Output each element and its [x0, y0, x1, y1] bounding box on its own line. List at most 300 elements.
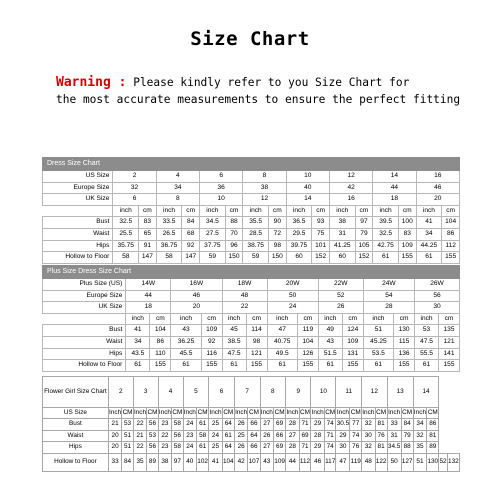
unit-inch: inch	[113, 205, 139, 217]
size-cell: 8	[156, 194, 199, 206]
measurement-label: Bust	[43, 217, 113, 229]
measurement-cell: 147	[182, 252, 200, 264]
measurement-cell: 59	[243, 252, 269, 264]
girl-measurement-cell: 86	[427, 419, 439, 430]
measurement-cell: 40.75	[267, 336, 297, 348]
measurement-cell: 51	[363, 325, 393, 337]
measurement-cell: 116	[201, 348, 222, 360]
size-cell: 10	[286, 171, 329, 183]
unit-cm: cm	[398, 205, 416, 217]
girl-measurement-cell: 34.5	[387, 442, 401, 453]
plus-size-chart	[42, 265, 460, 372]
girl-measurement-cell: 27	[260, 419, 274, 430]
measurement-cell: 39.75	[286, 240, 312, 252]
measurement-cell: 150	[225, 252, 243, 264]
measurement-cell: 34	[126, 336, 150, 348]
measurement-cell: 136	[394, 348, 415, 360]
size-cell: 32	[113, 182, 156, 194]
measurement-cell: 109	[201, 325, 222, 337]
girl-measurement-cell: 69	[274, 419, 286, 430]
size-cell: 52	[318, 290, 363, 302]
girl-measurement-cell: 29	[336, 430, 350, 441]
unit-cm: cm	[150, 313, 171, 325]
girl-measurement-cell: 47	[336, 453, 350, 471]
girl-measurement-cell: 24	[183, 419, 197, 430]
measurement-label: Hollow to Floor	[43, 360, 126, 372]
measurement-cell: 31	[329, 228, 355, 240]
unit-inch: Inch	[413, 408, 427, 419]
unit-inch: Inch	[336, 408, 350, 419]
girl-measurement-cell: 22	[133, 442, 147, 453]
girl-measurement-cell: 130	[427, 453, 439, 471]
unit-cm: CM	[350, 408, 362, 419]
unit-cm: CM	[274, 408, 286, 419]
measurement-cell: 38.75	[243, 240, 269, 252]
measurement-cell: 58	[156, 252, 182, 264]
girl-measurement-cell: 89	[427, 442, 439, 453]
girl-measurement-cell: 122	[375, 453, 387, 471]
size-row-us	[43, 279, 460, 291]
girl-measurement-cell: 66	[274, 430, 286, 441]
girl-measurement-cell: 27	[260, 442, 274, 453]
girl-measurement-cell: 22	[158, 430, 172, 441]
measurement-label: Waist	[43, 336, 126, 348]
size-cell: 54	[363, 290, 414, 302]
girl-measurement-cell: 56	[172, 430, 183, 441]
girl-measurement-cell: 112	[299, 453, 311, 471]
unit-cm: cm	[355, 205, 373, 217]
size-cell: 6	[200, 171, 243, 183]
unit-inch: inch	[286, 205, 312, 217]
unit-cm: cm	[246, 313, 267, 325]
measurement-cell: 26.5	[156, 228, 182, 240]
measurement-cell: 39.5	[373, 217, 399, 229]
unit-inch: inch	[329, 205, 355, 217]
unit-cm: cm	[312, 205, 330, 217]
unit-row	[43, 205, 460, 217]
girl-measurement-cell: 104	[222, 453, 234, 471]
measurement-cell: 28.5	[243, 228, 269, 240]
measurement-cell: 105	[355, 240, 373, 252]
measurement-cell: 45.5	[171, 348, 201, 360]
size-row-label: Europe Size	[43, 290, 126, 302]
measurement-cell: 45.25	[363, 336, 393, 348]
girl-measurement-cell: 35	[413, 442, 427, 453]
girl-measurement-cell: 52	[439, 453, 447, 471]
girl-measurement-cell: 40	[183, 453, 197, 471]
size-row-label: Plus Size (US)	[43, 279, 126, 291]
measurement-cell: 83	[139, 217, 157, 229]
girl-measurement-row	[43, 442, 460, 453]
girl-measurement-cell: 23	[158, 419, 172, 430]
measurement-cell: 84	[182, 217, 200, 229]
measurement-cell: 121	[439, 336, 460, 348]
size-cell: 38	[243, 182, 286, 194]
measurement-cell: 75	[312, 228, 330, 240]
girl-measurement-cell: 77	[350, 419, 362, 430]
size-row-europe	[43, 182, 460, 194]
measurement-cell: 155	[342, 360, 363, 372]
measurement-cell: 61	[373, 252, 399, 264]
girl-measurement-cell: 29	[311, 419, 325, 430]
dress-size-chart	[42, 157, 460, 264]
unit-inch: Inch	[311, 408, 325, 419]
unit-cm: cm	[297, 313, 318, 325]
girl-measurement-cell: 33	[387, 419, 401, 430]
unit-inch: Inch	[183, 408, 197, 419]
measurement-cell: 83	[398, 228, 416, 240]
size-row-label: UK Size	[43, 194, 113, 206]
girl-measurement-row	[43, 419, 460, 430]
girl-measurement-cell: 25	[234, 430, 248, 441]
girl-measurement-cell: 84	[122, 453, 133, 471]
girl-measurement-cell: 89	[147, 453, 158, 471]
size-cell: 40	[286, 182, 329, 194]
girl-measurement-cell: 30	[362, 430, 376, 441]
size-row-uk	[43, 194, 460, 206]
girl-measurement-cell: 26	[234, 419, 248, 430]
girl-measurement-cell: 41	[209, 453, 223, 471]
measurement-row	[43, 240, 460, 252]
unit-cm: CM	[122, 408, 133, 419]
measurement-cell: 90	[269, 217, 287, 229]
measurement-cell: 150	[269, 252, 287, 264]
measurement-cell: 121	[246, 348, 267, 360]
girl-measurement-cell: 25	[209, 419, 223, 430]
size-cell: 28	[363, 302, 414, 314]
girl-measurement-cell: 58	[197, 430, 209, 441]
measurement-cell: 47.5	[415, 336, 439, 348]
size-cell: 6	[113, 194, 156, 206]
measurement-cell: 43.5	[126, 348, 150, 360]
flower-girl-size-chart	[42, 376, 460, 472]
girl-measurement-cell: 30.5	[336, 419, 350, 430]
girl-measurement-cell: 50	[387, 453, 401, 471]
measurement-cell: 114	[246, 325, 267, 337]
size-cell: 16	[416, 171, 459, 183]
girl-measurement-cell: 38	[158, 453, 172, 471]
measurement-cell: 104	[297, 336, 318, 348]
measurement-row	[43, 348, 460, 360]
measurement-cell: 152	[355, 252, 373, 264]
measurement-cell: 58	[113, 252, 139, 264]
unit-inch: Inch	[158, 408, 172, 419]
measurement-cell: 135	[439, 325, 460, 337]
measurement-cell: 32.5	[373, 228, 399, 240]
girl-measurement-label: Hollow to Floor	[43, 453, 109, 471]
measurement-cell: 104	[150, 325, 171, 337]
girl-measurement-cell: 71	[299, 442, 311, 453]
measurement-cell: 34	[416, 228, 442, 240]
measurement-cell: 37.75	[200, 240, 226, 252]
measurement-cell: 155	[394, 360, 415, 372]
measurement-cell: 115	[394, 336, 415, 348]
measurement-cell: 61	[267, 360, 297, 372]
unit-row	[43, 313, 460, 325]
page-title: Size Chart	[190, 28, 310, 50]
girl-measurement-cell: 53	[147, 430, 158, 441]
unit-inch: inch	[243, 205, 269, 217]
measurement-cell: 55.5	[415, 348, 439, 360]
chart-header-row	[43, 266, 460, 279]
measurement-cell: 79	[355, 228, 373, 240]
unit-row-spacer	[43, 205, 113, 217]
size-cell: 24W	[363, 279, 414, 291]
measurement-cell: 41.25	[329, 240, 355, 252]
girl-measurement-cell: 44	[286, 453, 300, 471]
girl-measurement-cell: 23	[183, 430, 197, 441]
warning-notice	[56, 74, 486, 108]
girl-measurement-cell: 53	[122, 419, 133, 430]
size-cell: 18	[126, 302, 171, 314]
measurement-cell: 110	[150, 348, 171, 360]
size-cell: 14W	[126, 279, 171, 291]
girl-measurement-cell: 32	[413, 430, 427, 441]
girl-measurement-label: Bust	[43, 419, 109, 430]
girl-measurement-cell: 34	[413, 419, 427, 430]
girl-measurement-cell: 32	[362, 442, 376, 453]
size-cell: 14	[286, 194, 329, 206]
unit-cm: cm	[394, 313, 415, 325]
measurement-cell: 34.5	[200, 217, 226, 229]
unit-cm: CM	[197, 408, 209, 419]
measurement-cell: 38	[329, 217, 355, 229]
measurement-cell: 91	[139, 240, 157, 252]
size-cell: 46	[416, 182, 459, 194]
girl-measurement-cell: 132	[447, 453, 459, 471]
girl-measurement-cell: 64	[248, 430, 260, 441]
size-cell: 20	[171, 302, 222, 314]
measurement-cell: 59	[200, 252, 226, 264]
size-cell: 20	[416, 194, 459, 206]
unit-inch: inch	[171, 313, 201, 325]
unit-cm: cm	[439, 313, 460, 325]
girl-measurement-cell: 107	[248, 453, 260, 471]
measurement-cell: 155	[439, 360, 460, 372]
unit-cm: cm	[201, 313, 222, 325]
measurement-cell: 51.5	[318, 348, 342, 360]
measurement-cell: 65	[139, 228, 157, 240]
girl-measurement-cell: 43	[260, 453, 274, 471]
girl-measurement-cell: 20	[108, 442, 122, 453]
measurement-cell: 47.5	[222, 348, 246, 360]
girl-measurement-cell: 51	[413, 453, 427, 471]
girl-measurement-cell: 23	[158, 442, 172, 453]
measurement-cell: 61	[171, 360, 201, 372]
girl-measurement-cell: 33	[108, 453, 122, 471]
girl-measurement-cell: 117	[324, 453, 336, 471]
girl-measurement-cell: 102	[197, 453, 209, 471]
unit-inch: Inch	[260, 408, 274, 419]
unit-cm: cm	[182, 205, 200, 217]
unit-cm: cm	[342, 313, 363, 325]
chart-header: Plus Size Dress Size Chart	[43, 266, 460, 279]
size-row-us	[43, 171, 460, 183]
girl-measurement-cell: 51	[122, 430, 133, 441]
unit-inch: Inch	[286, 408, 300, 419]
girl-measurement-cell: 29	[311, 442, 325, 453]
girl-measurement-cell: 61	[197, 442, 209, 453]
unit-inch: inch	[267, 313, 297, 325]
girl-measurement-cell: 71	[299, 419, 311, 430]
unit-inch: Inch	[387, 408, 401, 419]
measurement-label: Hips	[43, 240, 113, 252]
unit-cm: CM	[222, 408, 234, 419]
measurement-cell: 25.5	[113, 228, 139, 240]
unit-inch: Inch	[362, 408, 376, 419]
girl-measurement-cell: 81	[427, 430, 439, 441]
measurement-row	[43, 325, 460, 337]
measurement-cell: 47	[267, 325, 297, 337]
measurement-cell: 147	[139, 252, 157, 264]
girl-size-cell: 13	[387, 377, 413, 408]
measurement-cell: 53	[415, 325, 439, 337]
unit-inch: inch	[373, 205, 399, 217]
chart-header: Dress Size Chart	[43, 158, 460, 171]
unit-inch: inch	[222, 313, 246, 325]
unit-inch: Inch	[209, 408, 223, 419]
measurement-cell: 109	[342, 336, 363, 348]
girl-size-cell: 6	[209, 377, 235, 408]
unit-cm: CM	[299, 408, 311, 419]
unit-inch: inch	[156, 205, 182, 217]
size-cell: 18W	[222, 279, 267, 291]
unit-inch: inch	[415, 313, 439, 325]
girl-measurement-cell: 109	[274, 453, 286, 471]
size-row-uk	[43, 302, 460, 314]
girl-measurement-cell: 97	[172, 453, 183, 471]
girl-measurement-cell: 66	[248, 442, 260, 453]
unit-cm: CM	[427, 408, 439, 419]
measurement-cell: 72	[269, 228, 287, 240]
measurement-cell: 60	[329, 252, 355, 264]
size-row-label: UK Size	[43, 302, 126, 314]
girl-measurement-cell: 58	[172, 442, 183, 453]
girl-measurement-cell: 42	[234, 453, 248, 471]
measurement-cell: 49.5	[267, 348, 297, 360]
measurement-cell: 155	[297, 360, 318, 372]
size-cell: 42	[329, 182, 372, 194]
girl-size-cell: 4	[158, 377, 183, 408]
measurement-cell: 35.5	[243, 217, 269, 229]
measurement-cell: 60	[286, 252, 312, 264]
measurement-cell: 101	[312, 240, 330, 252]
measurement-cell: 43	[171, 325, 201, 337]
measurement-cell: 49	[318, 325, 342, 337]
girl-measurement-cell: 51	[122, 442, 133, 453]
size-row-europe	[43, 290, 460, 302]
size-cell: 16W	[171, 279, 222, 291]
girl-size-row	[43, 377, 460, 408]
measurement-cell: 96	[225, 240, 243, 252]
measurement-cell: 126	[297, 348, 318, 360]
girl-measurement-cell: 61	[222, 430, 234, 441]
unit-cm: cm	[442, 205, 460, 217]
measurement-cell: 152	[312, 252, 330, 264]
measurement-cell: 41	[126, 325, 150, 337]
girl-measurement-cell: 48	[362, 453, 376, 471]
warning-text-1: Please kindly refer to you Size Chart for	[133, 76, 410, 89]
unit-inch: inch	[416, 205, 442, 217]
measurement-cell: 61	[416, 252, 442, 264]
unit-inch: Inch	[108, 408, 122, 419]
girl-measurement-cell: 32	[362, 419, 376, 430]
measurement-cell: 36.75	[156, 240, 182, 252]
girl-measurement-row	[43, 430, 460, 441]
measurement-cell: 141	[439, 348, 460, 360]
girl-measurement-cell: 81	[375, 442, 387, 453]
measurement-cell: 41	[416, 217, 442, 229]
size-cell: 56	[415, 290, 460, 302]
measurement-label: Hollow to Floor	[43, 252, 113, 264]
size-cell: 44	[373, 182, 416, 194]
measurement-cell: 35.75	[113, 240, 139, 252]
girl-measurement-cell: 119	[350, 453, 362, 471]
measurement-cell: 32.5	[113, 217, 139, 229]
unit-cm: CM	[324, 408, 336, 419]
unit-cm: cm	[225, 205, 243, 217]
size-cell: 22W	[318, 279, 363, 291]
size-cell: 16	[329, 194, 372, 206]
unit-cm: CM	[375, 408, 387, 419]
size-cell: 14	[373, 171, 416, 183]
girl-measurement-cell: 35	[133, 453, 147, 471]
girl-measurement-cell: 26	[234, 442, 248, 453]
measurement-cell: 53.5	[363, 348, 393, 360]
measurement-row	[43, 217, 460, 229]
measurement-cell: 92	[182, 240, 200, 252]
girl-measurement-cell: 79	[401, 430, 413, 441]
girl-measurement-cell: 28	[286, 442, 300, 453]
measurement-cell: 86	[150, 336, 171, 348]
unit-inch: inch	[200, 205, 226, 217]
measurement-row	[43, 360, 460, 372]
measurement-cell: 36.25	[171, 336, 201, 348]
girl-measurement-cell: 76	[375, 430, 387, 441]
girl-size-cell: 10	[311, 377, 336, 408]
measurement-row	[43, 252, 460, 264]
girl-size-cell: 12	[362, 377, 388, 408]
girl-size-cell: 3	[133, 377, 158, 408]
size-cell: 10	[200, 194, 243, 206]
measurement-cell: 92	[201, 336, 222, 348]
measurement-cell: 119	[297, 325, 318, 337]
girl-measurement-cell: 66	[248, 419, 260, 430]
girl-measurement-label: Waist	[43, 430, 109, 441]
measurement-row	[43, 228, 460, 240]
unit-inch: inch	[318, 313, 342, 325]
warning-label: Warning :	[56, 75, 127, 90]
measurement-cell: 155	[398, 252, 416, 264]
size-cell: 36	[200, 182, 243, 194]
girl-measurement-row	[43, 453, 460, 471]
girl-measurement-cell: 56	[147, 442, 158, 453]
girl-measurement-cell: 25	[209, 442, 223, 453]
girl-measurement-cell: 24	[209, 430, 223, 441]
measurement-cell: 45	[222, 325, 246, 337]
measurement-cell: 112	[442, 240, 460, 252]
size-cell: 4	[156, 171, 199, 183]
measurement-cell: 131	[342, 348, 363, 360]
girl-measurement-cell: 28	[311, 430, 325, 441]
warning-line-1	[56, 74, 486, 91]
size-row-label: US Size	[43, 171, 113, 183]
girl-size-cell: 5	[183, 377, 209, 408]
size-cell: 46	[171, 290, 222, 302]
measurement-cell: 43	[318, 336, 342, 348]
measurement-cell: 86	[442, 228, 460, 240]
measurement-cell: 109	[398, 240, 416, 252]
